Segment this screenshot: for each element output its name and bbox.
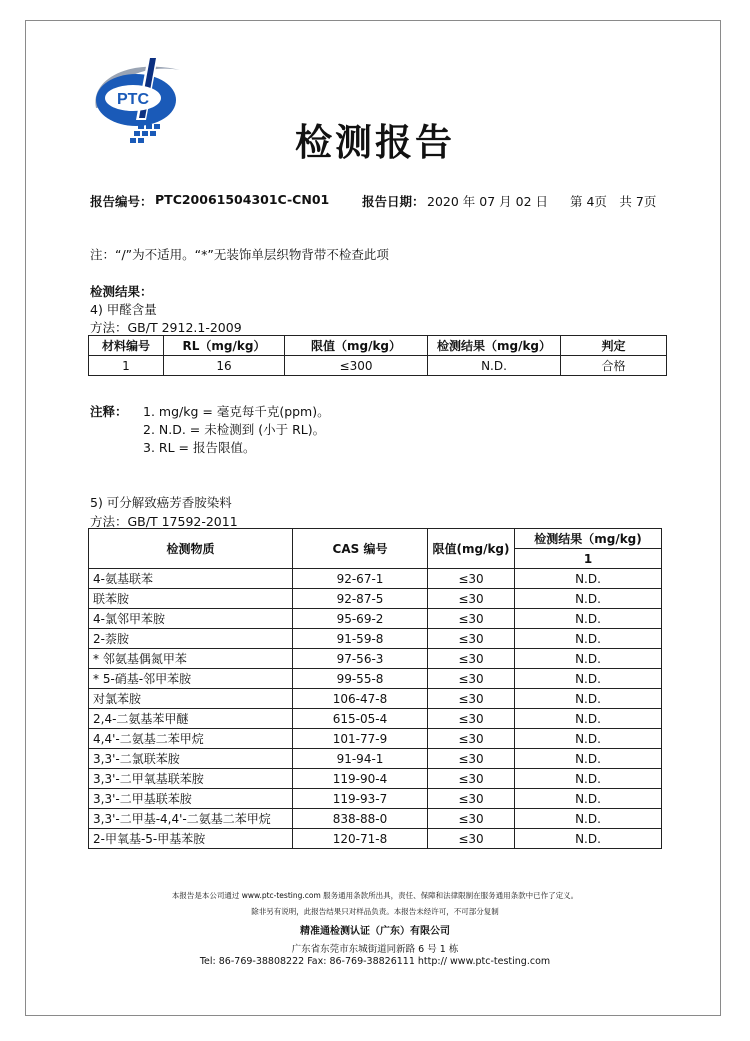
limit-cell: ≤30 [428, 769, 515, 789]
table-row [89, 769, 662, 789]
result-cell: N.D. [515, 569, 662, 589]
table-row [89, 589, 662, 609]
table-row [89, 709, 662, 729]
table-row [89, 609, 662, 629]
note: 注：“/”为不适用。“*”无装饰单层织物背带不检查此项 [90, 247, 389, 262]
table-row [89, 629, 662, 649]
page-title: 检测报告 [295, 120, 455, 164]
table-cell: ≤300 [285, 356, 428, 376]
formaldehyde-table [88, 335, 667, 376]
table-header-row [89, 529, 662, 549]
table-row [89, 729, 662, 749]
limit-cell: ≤30 [428, 729, 515, 749]
cas-cell: 119-90-4 [293, 769, 428, 789]
substance-cell: 4,4'-二氨基二苯甲烷 [89, 729, 293, 749]
limit-cell: ≤30 [428, 689, 515, 709]
column-header-limit: 限值(mg/kg) [428, 529, 515, 569]
limit-cell: ≤30 [428, 589, 515, 609]
cas-cell: 92-87-5 [293, 589, 428, 609]
substance-cell: 对氯苯胺 [89, 689, 293, 709]
logo-text: PTC [117, 91, 149, 108]
report-no-label: 报告编号： [90, 194, 153, 209]
column-header: 检测结果（mg/kg） [428, 336, 561, 356]
substance-cell: 3,3'-二甲氧基联苯胺 [89, 769, 293, 789]
table-header-row [89, 336, 667, 356]
column-header: RL（mg/kg） [164, 336, 285, 356]
footer-disclaimer-2: 除非另有说明，此报告结果只对样品负责。本报告未经许可，不可部分复制 [251, 907, 499, 916]
remark-item: 2. N.D. = 未检测到 (小于 RL)。 [143, 422, 326, 437]
cas-cell: 95-69-2 [293, 609, 428, 629]
column-header-substance: 检测物质 [89, 529, 293, 569]
substance-cell: 4-氯邻甲苯胺 [89, 609, 293, 629]
result-cell: N.D. [515, 669, 662, 689]
section4-method: 方法：GB/T 2912.1-2009 [90, 320, 242, 335]
result-cell: N.D. [515, 729, 662, 749]
cas-cell: 97-56-3 [293, 649, 428, 669]
cas-cell: 106-47-8 [293, 689, 428, 709]
table-row [89, 669, 662, 689]
table-row [89, 569, 662, 589]
footer-company: 精准通检测认证（广东）有限公司 [300, 926, 450, 937]
table-row [89, 689, 662, 709]
table-row [89, 356, 667, 376]
limit-cell: ≤30 [428, 629, 515, 649]
limit-cell: ≤30 [428, 569, 515, 589]
table-cell: N.D. [428, 356, 561, 376]
result-cell: N.D. [515, 809, 662, 829]
column-header-sample: 1 [515, 549, 662, 569]
substance-cell: 4-氨基联苯 [89, 569, 293, 589]
result-cell: N.D. [515, 749, 662, 769]
column-header-result: 检测结果（mg/kg) [515, 529, 662, 549]
limit-cell: ≤30 [428, 709, 515, 729]
page-number: 第 4页 共 7页 [570, 194, 657, 209]
results-label: 检测结果： [90, 284, 153, 299]
table-row [89, 749, 662, 769]
limit-cell: ≤30 [428, 749, 515, 769]
cas-cell: 99-55-8 [293, 669, 428, 689]
column-header: 材料编号 [89, 336, 164, 356]
result-cell: N.D. [515, 609, 662, 629]
remark-item: 1. mg/kg = 毫克每千克(ppm)。 [143, 404, 330, 419]
result-cell: N.D. [515, 789, 662, 809]
limit-cell: ≤30 [428, 649, 515, 669]
table-cell: 1 [89, 356, 164, 376]
table-cell: 16 [164, 356, 285, 376]
substance-cell: 2-甲氧基-5-甲基苯胺 [89, 829, 293, 849]
limit-cell: ≤30 [428, 609, 515, 629]
substance-cell: * 邻氨基偶氮甲苯 [89, 649, 293, 669]
substance-cell: 3,3'-二甲基-4,4'-二氨基二苯甲烷 [89, 809, 293, 829]
footer-address: 广东省东莞市东城街道同新路 6 号 1 栋 [291, 944, 459, 955]
limit-cell: ≤30 [428, 789, 515, 809]
section5-heading: 5) 可分解致癌芳香胺染料 [90, 495, 232, 510]
table-row [89, 649, 662, 669]
cas-cell: 101-77-9 [293, 729, 428, 749]
result-cell: N.D. [515, 709, 662, 729]
column-header-cas: CAS 编号 [293, 529, 428, 569]
cas-cell: 91-59-8 [293, 629, 428, 649]
result-cell: N.D. [515, 689, 662, 709]
footer-disclaimer: 本报告是本公司通过 www.ptc-testing.com 服务通用条款所出具，责任、保障和法律限制在服务通用条款中已作了定义。 [171, 891, 579, 900]
result-cell: N.D. [515, 829, 662, 849]
substance-cell: 联苯胺 [89, 589, 293, 609]
amines-table-body [89, 569, 662, 849]
column-header: 判定 [561, 336, 667, 356]
remarks-label: 注释： [90, 404, 128, 419]
cas-cell: 119-93-7 [293, 789, 428, 809]
table-row [89, 809, 662, 829]
cas-cell: 120-71-8 [293, 829, 428, 849]
cas-cell: 838-88-0 [293, 809, 428, 829]
section5-method: 方法：GB/T 17592-2011 [90, 514, 238, 529]
substance-cell: 2-萘胺 [89, 629, 293, 649]
result-cell: N.D. [515, 769, 662, 789]
result-cell: N.D. [515, 589, 662, 609]
limit-cell: ≤30 [428, 829, 515, 849]
amines-table [88, 528, 662, 849]
column-header: 限值（mg/kg） [285, 336, 428, 356]
limit-cell: ≤30 [428, 809, 515, 829]
substance-cell: 3,3'-二甲基联苯胺 [89, 789, 293, 809]
cas-cell: 92-67-1 [293, 569, 428, 589]
table-cell: 合格 [561, 356, 667, 376]
remark-item: 3. RL = 报告限值。 [143, 440, 256, 455]
report-date-label: 报告日期： [362, 194, 425, 209]
cas-cell: 91-94-1 [293, 749, 428, 769]
substance-cell: 3,3'-二氯联苯胺 [89, 749, 293, 769]
footer-contact: Tel: 86-769-38808222 Fax: 86-769-38826111 http:// www.ptc-testing.com [199, 956, 551, 967]
section4-heading: 4) 甲醛含量 [90, 302, 157, 317]
substance-cell: * 5-硝基-邻甲苯胺 [89, 669, 293, 689]
cas-cell: 615-05-4 [293, 709, 428, 729]
substance-cell: 2,4-二氨基苯甲醚 [89, 709, 293, 729]
report-no: PTC20061504301C-CN01 [155, 192, 330, 207]
result-cell: N.D. [515, 649, 662, 669]
table-row [89, 789, 662, 809]
table-row [89, 829, 662, 849]
limit-cell: ≤30 [428, 669, 515, 689]
result-cell: N.D. [515, 629, 662, 649]
report-date: 2020 年 07 月 02 日 [427, 194, 548, 209]
